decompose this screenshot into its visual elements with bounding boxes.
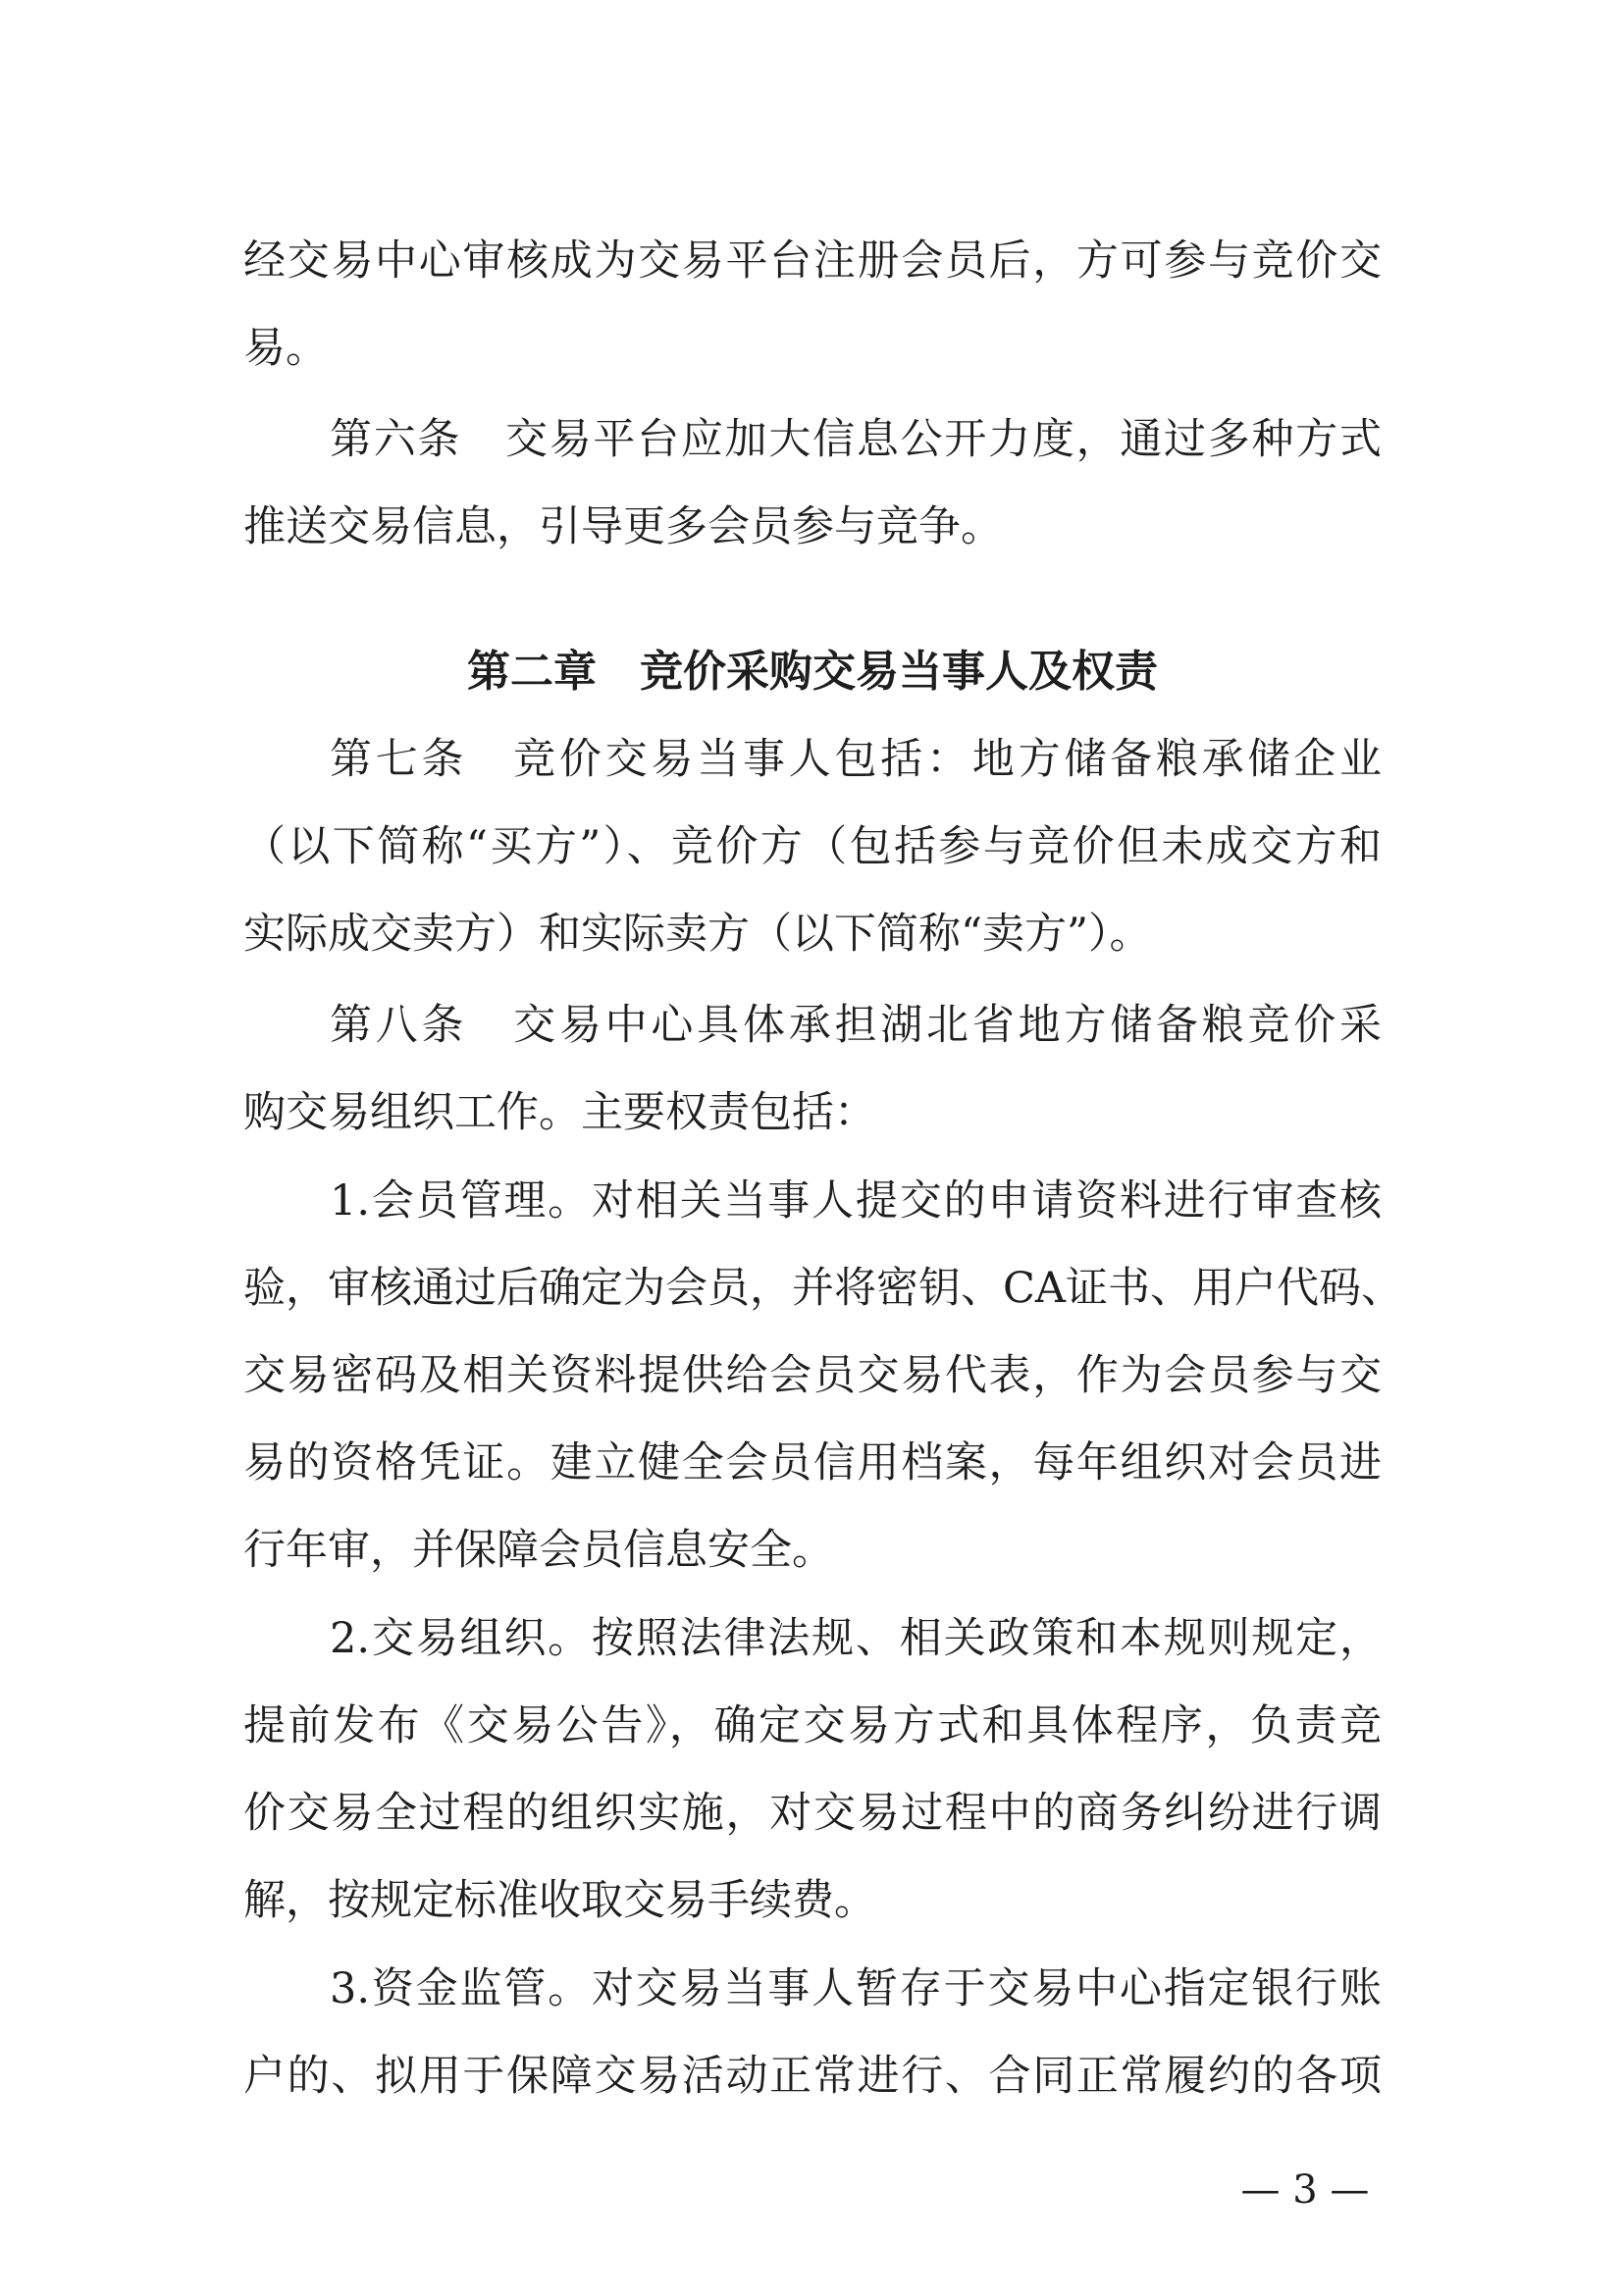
item-3-line: 3.资金监管。对交易当事人暂存于交易中心指定银行账 [330, 1964, 1382, 2013]
body-line: 交易密码及相关资料提供给会员交易代表，作为会员参与交 [243, 1351, 1382, 1400]
article-6-line: 第六条 交易平台应加大信息公开力度，通过多种方式 [330, 415, 1382, 464]
body-line: 户的、拟用于保障交易活动正常进行、合同正常履约的各项 [243, 2052, 1382, 2101]
body-line: 易的资格凭证。建立健全会员信用档案，每年组织对会员进 [243, 1438, 1382, 1487]
item-1-line: 1.会员管理。对相关当事人提交的申请资料进行审查核 [330, 1176, 1382, 1226]
body-line: 推送交易信息，引导更多会员参与竞争。 [243, 502, 1003, 551]
chapter-heading: 第二章 竞价采购交易当事人及权责 [467, 647, 1158, 697]
article-7-line: 第七条 竞价交易当事人包括：地方储备粮承储企业 [330, 735, 1382, 784]
page-number: — 3 — [1240, 2167, 1370, 2213]
body-line: 易。 [243, 324, 328, 373]
body-line: 购交易组织工作。主要权责包括： [243, 1088, 876, 1137]
body-line: 价交易全过程的组织实施，对交易过程中的商务纠纷进行调 [243, 1789, 1382, 1838]
body-line: 实际成交卖方）和实际卖方（以下简称“卖方”）。 [243, 910, 1152, 959]
body-line: 提前发布《交易公告》，确定交易方式和具体程序，负责竞 [243, 1701, 1382, 1750]
body-line: （以下简称“买方”）、竞价方（包括参与竞价但未成交方和 [243, 822, 1382, 871]
item-2-line: 2.交易组织。按照法律法规、相关政策和本规则规定， [330, 1614, 1382, 1663]
article-8-line: 第八条 交易中心具体承担湖北省地方储备粮竞价采 [330, 1001, 1382, 1050]
body-line: 行年审，并保障会员信息安全。 [243, 1526, 834, 1575]
body-line: 经交易中心审核成为交易平台注册会员后，方可参与竞价交 [243, 236, 1382, 286]
body-line: 验，审核通过后确定为会员，并将密钥、CA证书、用户代码、 [243, 1264, 1403, 1313]
body-line: 解，按规定标准收取交易手续费。 [243, 1876, 876, 1925]
